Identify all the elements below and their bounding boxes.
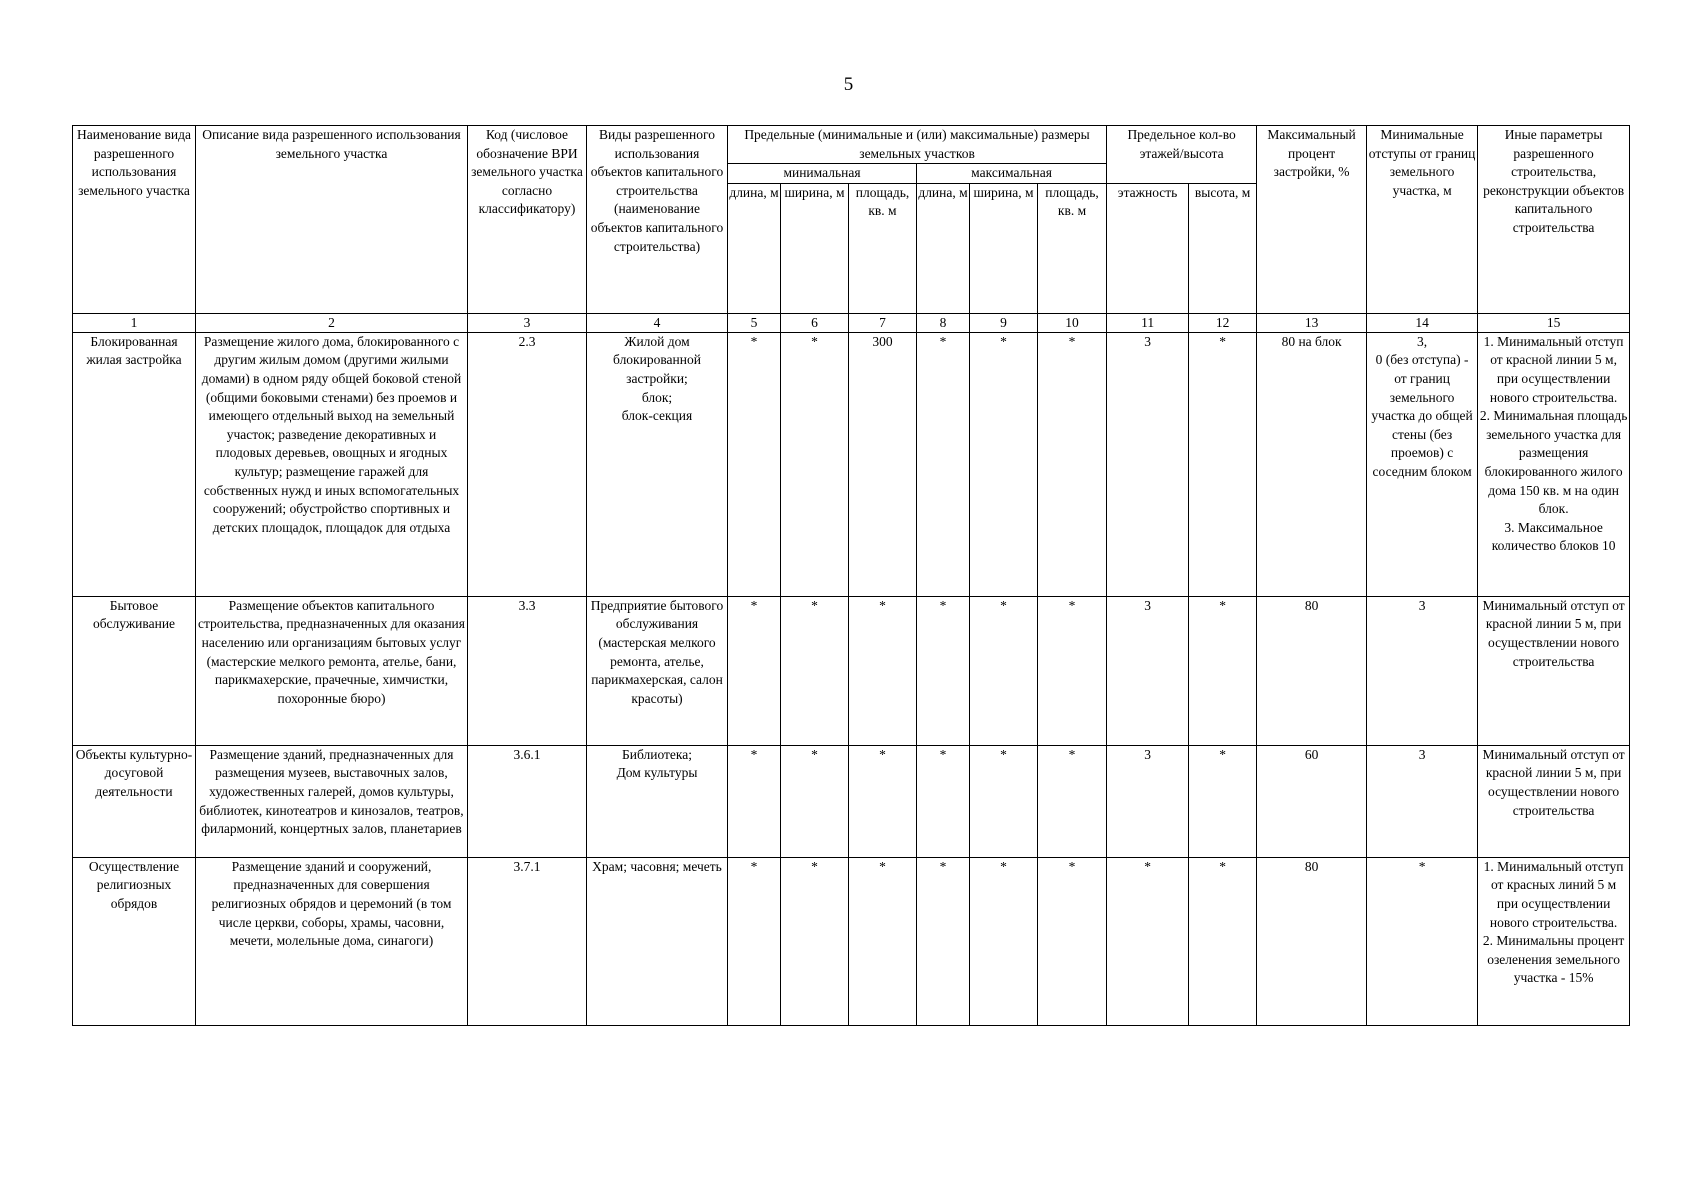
header-floors: этажность [1107, 183, 1189, 313]
cell-floors: 3 [1107, 332, 1189, 596]
table-row [73, 857, 1630, 1025]
cell-height: * [1189, 745, 1257, 857]
cell-max-length: * [917, 745, 970, 857]
cell-max-width: * [970, 745, 1038, 857]
cell-min-width: * [781, 745, 849, 857]
cell-description: Размещение зданий, предназначенных для размещения музеев, выставочных залов, художественных галерей, домов культуры, библиотек, кинотеатров и кинозалов, театров, филармоний, концертных залов, планетариев [196, 745, 468, 857]
cell-max-area: * [1038, 857, 1107, 1025]
cell-coverage: 60 [1257, 745, 1367, 857]
cell-min-width: * [781, 332, 849, 596]
header-name: Наименование вида разрешенного использования земельного участка [73, 126, 196, 314]
header-min-area: площадь, кв. м [849, 183, 917, 313]
column-number: 3 [468, 313, 587, 332]
cell-min-area: * [849, 745, 917, 857]
header-min-setbacks: Минимальные отступы от границ земельного участка, м [1367, 126, 1478, 314]
cell-floors: 3 [1107, 745, 1189, 857]
cell-height: * [1189, 332, 1257, 596]
header-max-area: площадь, кв. м [1038, 183, 1107, 313]
cell-max-length: * [917, 857, 970, 1025]
header-maximum: максимальная [917, 164, 1107, 184]
header-object-types: Виды разрешенного использования объектов капитального строительства (наименование объектов капитального строительства) [587, 126, 728, 314]
cell-description: Размещение жилого дома, блокированного с другим жилым домом (другими жилыми домами) в одном ряду общей боковой стеной (общими боковыми стенами) без проемов и имеющего отдельный выход на земельный участок; разведение декоративных и плодовых деревьев, овощных и ягодных культур; размещение гаражей для собственных нужд и иных вспомогательных сооружений; обустройство спортивных и детских площадок, площадок для отдыха [196, 332, 468, 596]
cell-objects: Предприятие бытового обслуживания (мастерская мелкого ремонта, ателье, парикмахерская, салон красоты) [587, 596, 728, 745]
cell-max-length: * [917, 332, 970, 596]
cell-height: * [1189, 857, 1257, 1025]
cell-max-area: * [1038, 745, 1107, 857]
table-row [73, 332, 1630, 596]
column-number: 6 [781, 313, 849, 332]
cell-max-area: * [1038, 596, 1107, 745]
header-code: Код (числовое обозначение ВРИ земельного участка согласно классификатору) [468, 126, 587, 314]
table-row [73, 745, 1630, 857]
cell-code: 3.7.1 [468, 857, 587, 1025]
cell-name: Осуществление религиозных обрядов [73, 857, 196, 1025]
header-floors-height: Предельное кол-во этажей/высота [1107, 126, 1257, 184]
header-description: Описание вида разрешенного использования земельного участка [196, 126, 468, 314]
cell-min-area: 300 [849, 332, 917, 596]
cell-objects: Жилой дом блокированной застройки; блок; блок-секция [587, 332, 728, 596]
cell-min-area: * [849, 596, 917, 745]
column-number: 7 [849, 313, 917, 332]
header-min-length: длина, м [728, 183, 781, 313]
column-number: 9 [970, 313, 1038, 332]
cell-max-width: * [970, 857, 1038, 1025]
cell-coverage: 80 [1257, 857, 1367, 1025]
cell-min-width: * [781, 857, 849, 1025]
column-number: 4 [587, 313, 728, 332]
header-max-coverage: Максимальный процент застройки, % [1257, 126, 1367, 314]
header-row-top [73, 126, 1630, 164]
cell-other: Минимальный отступ от красной линии 5 м, при осуществлении нового строительства [1478, 596, 1630, 745]
column-number: 5 [728, 313, 781, 332]
cell-setback: * [1367, 857, 1478, 1025]
cell-other: 1. Минимальный отступ от красных линий 5 м при осуществлении нового строительства. 2. Минимальны процент озеленения земельного участка - 15% [1478, 857, 1630, 1025]
cell-min-length: * [728, 332, 781, 596]
cell-coverage: 80 на блок [1257, 332, 1367, 596]
header-max-length: длина, м [917, 183, 970, 313]
column-number: 12 [1189, 313, 1257, 332]
cell-code: 3.3 [468, 596, 587, 745]
header-height: высота, м [1189, 183, 1257, 313]
column-number: 10 [1038, 313, 1107, 332]
cell-min-width: * [781, 596, 849, 745]
land-use-table [72, 125, 1630, 1026]
header-other-params: Иные параметры разрешенного строительства, реконструкции объектов капитального строительства [1478, 126, 1630, 314]
cell-objects: Библиотека; Дом культуры [587, 745, 728, 857]
cell-setback: 3, 0 (без отступа) - от границ земельного участка до общей стены (без проемов) с соседним блоком [1367, 332, 1478, 596]
cell-min-length: * [728, 857, 781, 1025]
column-number: 2 [196, 313, 468, 332]
cell-name: Блокированная жилая застройка [73, 332, 196, 596]
cell-min-area: * [849, 857, 917, 1025]
column-number-row [73, 313, 1630, 332]
cell-other: Минимальный отступ от красной линии 5 м, при осуществлении нового строительства [1478, 745, 1630, 857]
column-number: 13 [1257, 313, 1367, 332]
cell-objects: Храм; часовня; мечеть [587, 857, 728, 1025]
cell-max-width: * [970, 596, 1038, 745]
header-max-width: ширина, м [970, 183, 1038, 313]
column-number: 15 [1478, 313, 1630, 332]
cell-code: 3.6.1 [468, 745, 587, 857]
cell-name: Объекты культурно-досуговой деятельности [73, 745, 196, 857]
column-number: 1 [73, 313, 196, 332]
column-number: 8 [917, 313, 970, 332]
cell-other: 1. Минимальный отступ от красной линии 5 м, при осуществлении нового строительства. 2. Минимальная площадь земельного участка для размещения блокированного жилого дома 150 кв. м на один блок. 3. Максимальное количество блоков 10 [1478, 332, 1630, 596]
cell-setback: 3 [1367, 745, 1478, 857]
column-number: 14 [1367, 313, 1478, 332]
cell-min-length: * [728, 596, 781, 745]
cell-setback: 3 [1367, 596, 1478, 745]
header-plot-sizes: Предельные (минимальные и (или) максимальные) размеры земельных участков [728, 126, 1107, 164]
cell-max-width: * [970, 332, 1038, 596]
cell-max-area: * [1038, 332, 1107, 596]
cell-description: Размещение зданий и сооружений, предназначенных для совершения религиозных обрядов и церемоний (в том числе церкви, соборы, храмы, часовни, мечети, молельные дома, синагоги) [196, 857, 468, 1025]
cell-max-length: * [917, 596, 970, 745]
cell-floors: 3 [1107, 596, 1189, 745]
table-row [73, 596, 1630, 745]
cell-name: Бытовое обслуживание [73, 596, 196, 745]
page-number: 5 [843, 74, 854, 95]
column-number: 11 [1107, 313, 1189, 332]
header-minimum: минимальная [728, 164, 917, 184]
cell-coverage: 80 [1257, 596, 1367, 745]
cell-min-length: * [728, 745, 781, 857]
cell-description: Размещение объектов капитального строительства, предназначенных для оказания населению или организациям бытовых услуг (мастерские мелкого ремонта, ателье, бани, парикмахерские, прачечные, химчистки, похоронные бюро) [196, 596, 468, 745]
header-min-width: ширина, м [781, 183, 849, 313]
cell-floors: * [1107, 857, 1189, 1025]
cell-height: * [1189, 596, 1257, 745]
cell-code: 2.3 [468, 332, 587, 596]
